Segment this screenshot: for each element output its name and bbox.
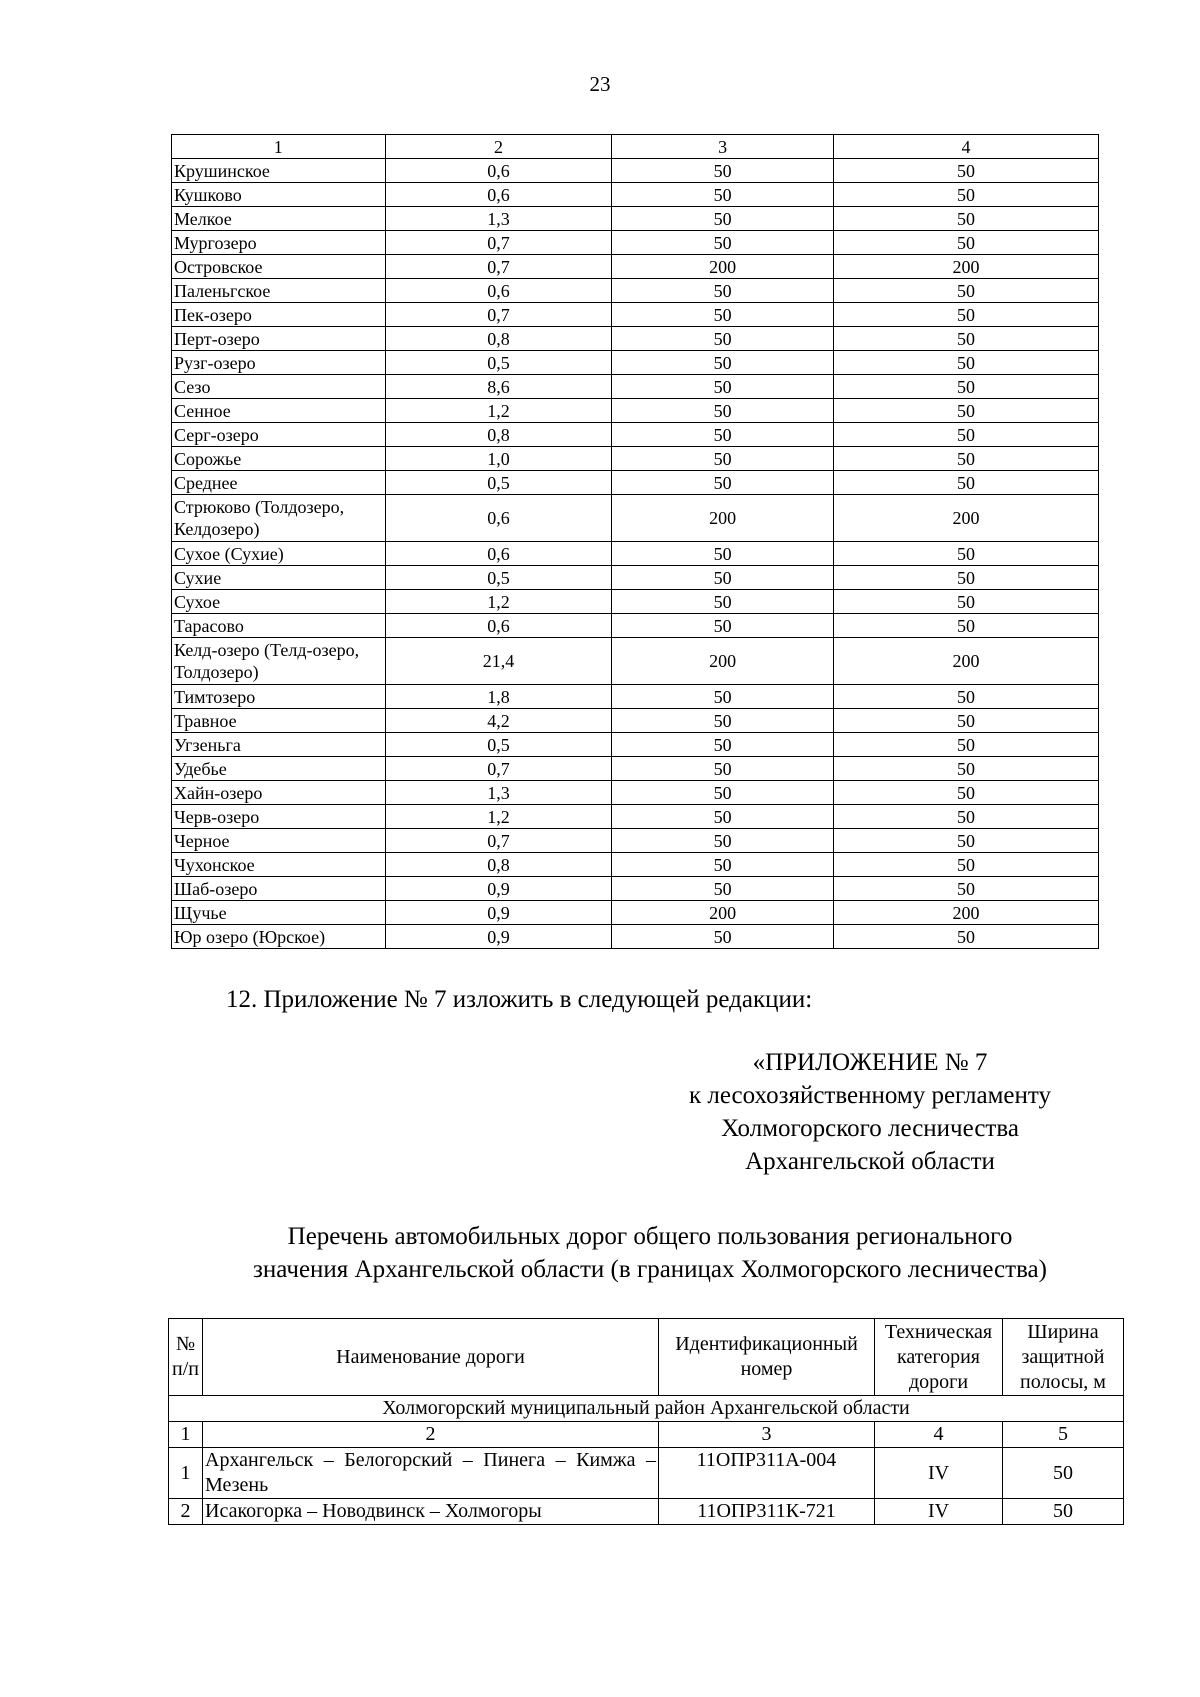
lakes-header-cell: 1 xyxy=(172,135,386,159)
lake-width-b: 50 xyxy=(833,877,1098,901)
header-category: Техническая категория дороги xyxy=(875,1319,1003,1396)
lake-width-a: 200 xyxy=(612,901,834,925)
lake-name: Травное xyxy=(172,709,386,733)
lake-width-b: 50 xyxy=(833,279,1098,303)
column-number: 5 xyxy=(1003,1422,1124,1448)
lake-width-b: 50 xyxy=(833,853,1098,877)
lake-row xyxy=(172,255,1099,279)
road-num: 2 xyxy=(169,1499,203,1525)
lake-row xyxy=(172,805,1099,829)
lake-row xyxy=(172,925,1099,949)
lake-width-b: 50 xyxy=(833,685,1098,709)
lake-width-a: 50 xyxy=(612,351,834,375)
lake-area: 0,6 xyxy=(385,495,612,542)
lake-width-b: 50 xyxy=(833,471,1098,495)
lake-width-a: 50 xyxy=(612,829,834,853)
column-number: 1 xyxy=(169,1422,203,1448)
lake-width-b: 50 xyxy=(833,709,1098,733)
lake-name: Мелкое xyxy=(172,207,386,231)
lake-area: 1,2 xyxy=(385,590,612,614)
lake-width-a: 50 xyxy=(612,327,834,351)
lake-name: Пек-озеро xyxy=(172,303,386,327)
lake-width-b: 50 xyxy=(833,566,1098,590)
lake-width-a: 50 xyxy=(612,159,834,183)
lake-name: Сезо xyxy=(172,375,386,399)
lake-width-a: 50 xyxy=(612,375,834,399)
lake-width-b: 50 xyxy=(833,757,1098,781)
lake-area: 0,6 xyxy=(385,614,612,638)
road-name: Исакогорка – Новодвинск – Холмогоры xyxy=(203,1499,659,1525)
lake-area: 4,2 xyxy=(385,709,612,733)
lake-width-b: 50 xyxy=(833,542,1098,566)
lake-width-b: 50 xyxy=(833,614,1098,638)
lake-area: 8,6 xyxy=(385,375,612,399)
lake-width-b: 50 xyxy=(833,829,1098,853)
lake-area: 0,7 xyxy=(385,829,612,853)
lake-row xyxy=(172,853,1099,877)
lake-area: 0,7 xyxy=(385,303,612,327)
lake-area: 21,4 xyxy=(385,638,612,685)
road-row xyxy=(169,1499,1124,1525)
lake-width-a: 50 xyxy=(612,231,834,255)
lake-width-a: 50 xyxy=(612,471,834,495)
lake-row xyxy=(172,447,1099,471)
lake-area: 0,6 xyxy=(385,159,612,183)
lake-width-a: 50 xyxy=(612,399,834,423)
lake-name: Черв-озеро xyxy=(172,805,386,829)
lake-width-b: 50 xyxy=(833,805,1098,829)
lake-width-b: 50 xyxy=(833,733,1098,757)
lake-name: Тимтозеро xyxy=(172,685,386,709)
list-title-line: значения Архангельской области (в границах Холмогорского лесничества) xyxy=(253,1256,1047,1283)
lake-area: 0,7 xyxy=(385,757,612,781)
lake-width-a: 50 xyxy=(612,566,834,590)
lake-width-b: 50 xyxy=(833,159,1098,183)
lake-width-b: 50 xyxy=(833,399,1098,423)
lake-width-a: 50 xyxy=(612,423,834,447)
lake-row xyxy=(172,375,1099,399)
road-name: Архангельск – Белогорский – Пинега – Кимжа – Мезень xyxy=(203,1448,659,1499)
header-id: Идентификационный номер xyxy=(659,1319,875,1396)
road-width: 50 xyxy=(1003,1448,1124,1499)
lake-width-a: 50 xyxy=(612,709,834,733)
road-category: IV xyxy=(875,1499,1003,1525)
lake-area: 0,6 xyxy=(385,183,612,207)
lake-width-a: 50 xyxy=(612,542,834,566)
lake-width-b: 50 xyxy=(833,447,1098,471)
lake-width-a: 50 xyxy=(612,925,834,949)
lake-width-a: 50 xyxy=(612,805,834,829)
lake-width-a: 50 xyxy=(612,590,834,614)
lake-row xyxy=(172,901,1099,925)
lake-name: Удебье xyxy=(172,757,386,781)
header-num: № п/п xyxy=(169,1319,203,1396)
lake-area: 1,3 xyxy=(385,207,612,231)
lake-area: 0,5 xyxy=(385,471,612,495)
lake-name: Кушково xyxy=(172,183,386,207)
lake-row xyxy=(172,709,1099,733)
lake-width-b: 50 xyxy=(833,423,1098,447)
lake-area: 0,6 xyxy=(385,279,612,303)
lakes-header-cell: 3 xyxy=(612,135,834,159)
lake-area: 1,8 xyxy=(385,685,612,709)
column-number: 2 xyxy=(203,1422,659,1448)
lake-name: Чухонское xyxy=(172,853,386,877)
list-title xyxy=(100,1220,1200,1286)
lake-area: 0,5 xyxy=(385,733,612,757)
lake-width-a: 200 xyxy=(612,255,834,279)
lake-name: Черное xyxy=(172,829,386,853)
lake-name: Серг-озеро xyxy=(172,423,386,447)
lake-width-b: 50 xyxy=(833,351,1098,375)
lake-name: Рузг-озеро xyxy=(172,351,386,375)
lake-width-a: 50 xyxy=(612,853,834,877)
lake-area: 0,8 xyxy=(385,853,612,877)
appendix-heading xyxy=(560,1046,1180,1178)
header-width: Ширина защитной полосы, м xyxy=(1003,1319,1124,1396)
lake-name: Угзеньга xyxy=(172,733,386,757)
lake-name: Крушинское xyxy=(172,159,386,183)
appendix-line: Архангельской области xyxy=(745,1148,995,1175)
column-numbers-row xyxy=(169,1422,1124,1448)
lake-row xyxy=(172,781,1099,805)
lake-row xyxy=(172,471,1099,495)
lake-width-a: 50 xyxy=(612,685,834,709)
lake-name: Среднее xyxy=(172,471,386,495)
lake-area: 0,7 xyxy=(385,231,612,255)
column-number: 4 xyxy=(875,1422,1003,1448)
lake-width-b: 50 xyxy=(833,207,1098,231)
lake-name: Юр озеро (Юрское) xyxy=(172,925,386,949)
lakes-header-row xyxy=(172,135,1099,159)
lake-name: Сухие xyxy=(172,566,386,590)
road-id: 11ОПР311К-721 xyxy=(659,1499,875,1525)
roads-table xyxy=(168,1318,1124,1525)
district-row xyxy=(169,1396,1124,1422)
lake-width-b: 200 xyxy=(833,255,1098,279)
lake-width-b: 200 xyxy=(833,495,1098,542)
lake-area: 0,8 xyxy=(385,423,612,447)
lake-name: Хайн-озеро xyxy=(172,781,386,805)
lake-row xyxy=(172,399,1099,423)
lake-row xyxy=(172,733,1099,757)
lake-row xyxy=(172,495,1099,542)
lake-row xyxy=(172,877,1099,901)
lake-row xyxy=(172,685,1099,709)
appendix-line: «ПРИЛОЖЕНИЕ № 7 xyxy=(752,1049,988,1076)
lake-row xyxy=(172,207,1099,231)
column-number: 3 xyxy=(659,1422,875,1448)
lake-width-a: 200 xyxy=(612,495,834,542)
lake-row xyxy=(172,638,1099,685)
lake-area: 1,3 xyxy=(385,781,612,805)
lake-area: 0,5 xyxy=(385,351,612,375)
lake-area: 0,9 xyxy=(385,877,612,901)
lake-width-b: 50 xyxy=(833,590,1098,614)
lake-area: 0,8 xyxy=(385,327,612,351)
lake-width-a: 50 xyxy=(612,279,834,303)
lake-width-b: 50 xyxy=(833,231,1098,255)
lake-width-b: 50 xyxy=(833,925,1098,949)
lake-name: Сухое (Сухие) xyxy=(172,542,386,566)
road-id: 11ОПР311А-004 xyxy=(659,1448,875,1499)
lake-area: 1,0 xyxy=(385,447,612,471)
lake-name: Перт-озеро xyxy=(172,327,386,351)
lake-width-a: 50 xyxy=(612,183,834,207)
lake-row xyxy=(172,327,1099,351)
list-title-line: Перечень автомобильных дорог общего пользования регионального xyxy=(287,1223,1013,1250)
lake-row xyxy=(172,303,1099,327)
lake-area: 0,5 xyxy=(385,566,612,590)
lake-name: Тарасово xyxy=(172,614,386,638)
lakes-header-cell: 4 xyxy=(833,135,1098,159)
lake-area: 1,2 xyxy=(385,805,612,829)
lake-area: 0,9 xyxy=(385,901,612,925)
lake-width-a: 50 xyxy=(612,781,834,805)
lake-area: 1,2 xyxy=(385,399,612,423)
appendix-line: Холмогорского лесничества xyxy=(721,1115,1019,1142)
lake-row xyxy=(172,351,1099,375)
lake-width-a: 50 xyxy=(612,733,834,757)
lake-area: 0,7 xyxy=(385,255,612,279)
lake-width-b: 50 xyxy=(833,327,1098,351)
lake-name: Стрюково (Толдозеро, Келдозеро) xyxy=(172,495,386,542)
page-number: 23 xyxy=(589,72,611,96)
lake-width-a: 200 xyxy=(612,638,834,685)
lake-row xyxy=(172,614,1099,638)
lake-name: Островское xyxy=(172,255,386,279)
instruction-text: 12. Приложение № 7 изложить в следующей редакции: xyxy=(226,986,813,1013)
lake-name: Сенное xyxy=(172,399,386,423)
lake-row xyxy=(172,566,1099,590)
lakes-header-cell: 2 xyxy=(385,135,612,159)
header-name: Наименование дороги xyxy=(203,1319,659,1396)
lake-row xyxy=(172,279,1099,303)
lake-row xyxy=(172,183,1099,207)
lake-name: Сорожье xyxy=(172,447,386,471)
lake-width-b: 200 xyxy=(833,901,1098,925)
lake-row xyxy=(172,231,1099,255)
lake-width-b: 50 xyxy=(833,781,1098,805)
lake-name: Келд-озеро (Телд-озеро, Толдозеро) xyxy=(172,638,386,685)
lake-width-a: 50 xyxy=(612,614,834,638)
lake-row xyxy=(172,829,1099,853)
lake-area: 0,9 xyxy=(385,925,612,949)
lake-width-a: 50 xyxy=(612,207,834,231)
lake-name: Щучье xyxy=(172,901,386,925)
road-width: 50 xyxy=(1003,1499,1124,1525)
road-row xyxy=(169,1448,1124,1499)
appendix-line: к лесохозяйственному регламенту xyxy=(688,1082,1052,1109)
lake-area: 0,6 xyxy=(385,542,612,566)
lake-width-b: 50 xyxy=(833,375,1098,399)
lake-width-a: 50 xyxy=(612,303,834,327)
lakes-table xyxy=(171,134,1099,949)
lake-row xyxy=(172,423,1099,447)
lake-name: Шаб-озеро xyxy=(172,877,386,901)
lake-width-a: 50 xyxy=(612,757,834,781)
lake-row xyxy=(172,159,1099,183)
road-num: 1 xyxy=(169,1448,203,1499)
lake-row xyxy=(172,590,1099,614)
lake-width-b: 50 xyxy=(833,303,1098,327)
lake-row xyxy=(172,542,1099,566)
roads-header-row xyxy=(169,1319,1124,1396)
lake-name: Мургозеро xyxy=(172,231,386,255)
district-cell: Холмогорский муниципальный район Архангельской области xyxy=(169,1396,1124,1422)
lake-width-a: 50 xyxy=(612,447,834,471)
lake-name: Паленьгское xyxy=(172,279,386,303)
lake-row xyxy=(172,757,1099,781)
lake-width-b: 50 xyxy=(833,183,1098,207)
lake-name: Сухое xyxy=(172,590,386,614)
road-category: IV xyxy=(875,1448,1003,1499)
lake-width-a: 50 xyxy=(612,877,834,901)
lake-width-b: 200 xyxy=(833,638,1098,685)
